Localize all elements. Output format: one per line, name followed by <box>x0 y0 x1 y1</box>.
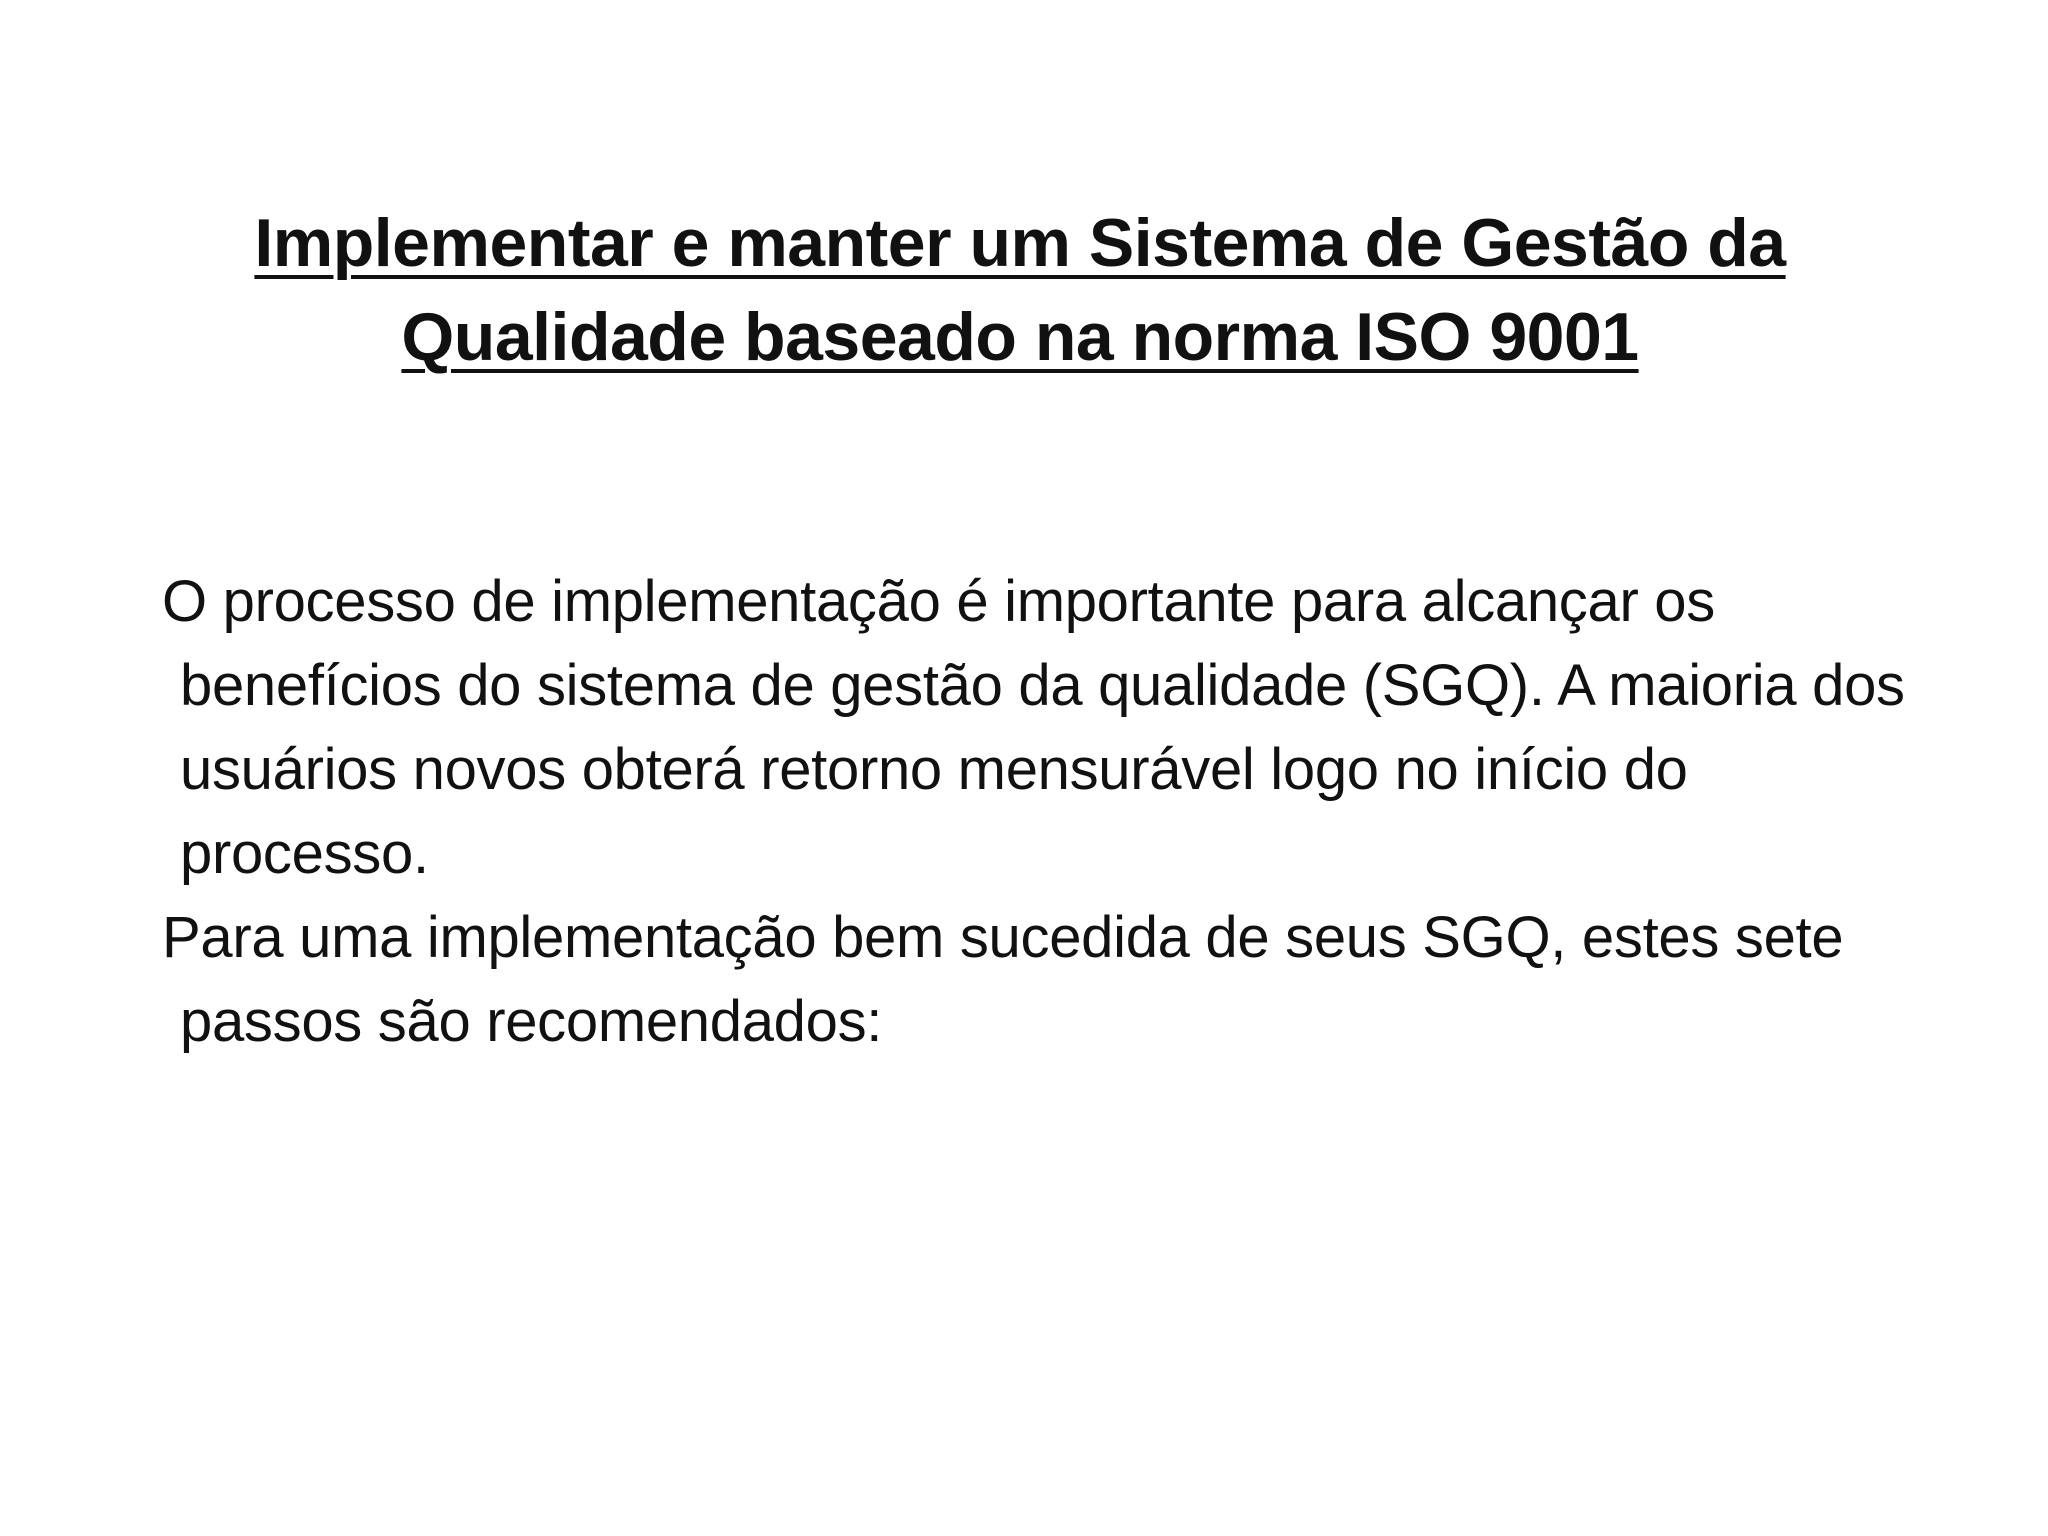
slide-body <box>162 560 1922 1064</box>
body-paragraph-1: O processo de implementação é importante para alcançar os benefícios do sistema de gestão da qualidade (SGQ). A maioria dos usuários novos obterá retorno mensurável logo no início do processo. <box>162 569 1905 886</box>
body-paragraph-2: Para uma implementação bem sucedida de seus SGQ, estes sete passos são recomendados: <box>162 905 1844 1054</box>
slide-title: Implementar e manter um Sistema de Gestão da Qualidade baseado na norma ISO 9001 <box>254 205 1786 375</box>
